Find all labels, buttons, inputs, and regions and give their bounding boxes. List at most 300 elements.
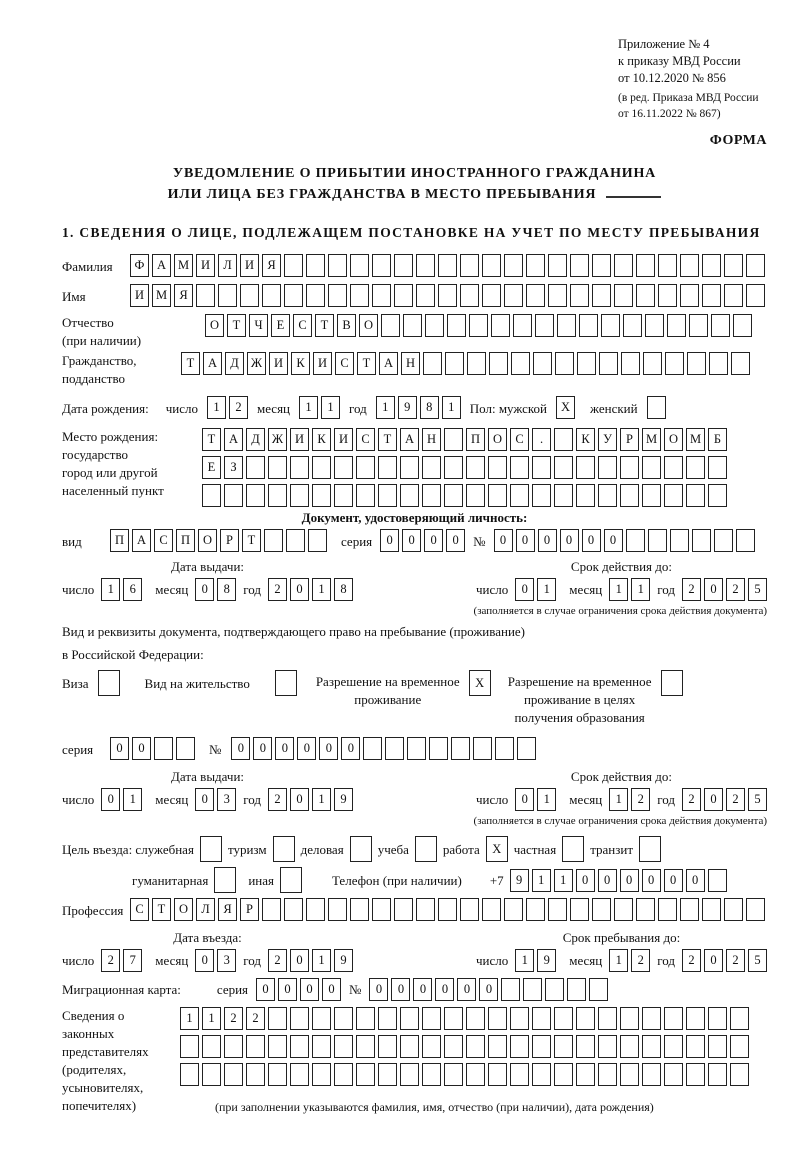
visa-label: Виза: [62, 676, 89, 691]
char-box: Т: [378, 428, 397, 451]
patronymic-boxes: [205, 314, 752, 337]
char-box: [416, 254, 435, 277]
header-amendment-line: (в ред. Приказа МВД России: [618, 92, 759, 104]
char-box: [246, 1063, 265, 1086]
char-box: [262, 284, 281, 307]
char-box: [731, 352, 750, 375]
char-box: [180, 1063, 199, 1086]
char-box: [214, 867, 236, 893]
phone-prefix: +7: [489, 873, 504, 888]
char-box: [746, 284, 765, 307]
char-box: [328, 898, 347, 921]
birth-place-row: [62, 428, 767, 507]
sex-female-checkbox: [647, 396, 666, 419]
char-box: [491, 314, 510, 337]
char-box: [488, 1063, 507, 1086]
char-box: 0: [516, 529, 535, 552]
char-box: [469, 314, 488, 337]
char-box: С: [335, 352, 354, 375]
char-box: [589, 978, 608, 1001]
purpose-tourism-label: туризм: [227, 842, 267, 857]
char-box: [202, 1035, 221, 1058]
char-box: 0: [391, 978, 410, 1001]
char-box: [423, 352, 442, 375]
char-box: 0: [341, 737, 360, 760]
char-box: [517, 737, 536, 760]
char-box: А: [132, 529, 151, 552]
char-box: К: [291, 352, 310, 375]
char-box: [422, 484, 441, 507]
char-box: [664, 1035, 683, 1058]
char-box: [466, 1063, 485, 1086]
birth-date-label: Дата рождения:: [62, 401, 149, 416]
residence-doc-line2: в Российской Федерации:: [62, 647, 204, 662]
char-box: [290, 456, 309, 479]
char-box: [438, 254, 457, 277]
char-box: [363, 737, 382, 760]
char-box: [415, 836, 437, 862]
char-box: [268, 484, 287, 507]
char-box: 0: [322, 978, 341, 1001]
purpose-study-checkbox: [415, 836, 437, 862]
char-box: Т: [357, 352, 376, 375]
char-box: Ж: [247, 352, 266, 375]
char-box: [290, 1007, 309, 1030]
char-box: 0: [402, 529, 421, 552]
char-box: [467, 352, 486, 375]
char-box: [680, 254, 699, 277]
purpose-official-label: Цель въезда: служебная: [62, 842, 194, 857]
char-box: [746, 898, 765, 921]
representatives-note: (при заполнении указываются фамилия, имя, отчество (при наличии), дата рождения): [215, 1100, 654, 1114]
doc-issue-day-label: число: [62, 582, 95, 597]
char-box: [708, 1007, 727, 1030]
char-box: [636, 898, 655, 921]
char-box: 0: [664, 869, 683, 892]
char-box: 0: [560, 529, 579, 552]
char-box: [460, 898, 479, 921]
permit-valid-day-boxes: [515, 788, 556, 811]
char-box: [394, 284, 413, 307]
char-box: 2: [246, 1007, 265, 1030]
doc-number-label: №: [473, 534, 486, 549]
char-box: [482, 898, 501, 921]
char-box: 1: [207, 396, 226, 419]
char-box: [598, 484, 617, 507]
char-box: А: [203, 352, 222, 375]
char-box: [667, 314, 686, 337]
char-box: 0: [582, 529, 601, 552]
doc-dates-row: [62, 559, 767, 618]
char-box: [665, 352, 684, 375]
char-box: [444, 1063, 463, 1086]
char-box: 1: [202, 1007, 221, 1030]
permit-series-boxes: [110, 737, 195, 760]
char-box: [532, 456, 551, 479]
char-box: 8: [217, 578, 236, 601]
char-box: [642, 1007, 661, 1030]
char-box: [350, 254, 369, 277]
char-box: X: [556, 396, 575, 419]
char-box: [661, 670, 683, 696]
permit-dates-row: [62, 769, 767, 828]
char-box: [262, 898, 281, 921]
doc-valid-month-label: месяц: [569, 582, 603, 597]
char-box: [548, 898, 567, 921]
char-box: Т: [227, 314, 246, 337]
header-line: к приказу МВД России: [618, 54, 741, 68]
char-box: [372, 898, 391, 921]
char-box: У: [598, 428, 617, 451]
char-box: [570, 254, 589, 277]
char-box: [312, 1063, 331, 1086]
char-box: 5: [748, 949, 767, 972]
char-box: [312, 1035, 331, 1058]
char-box: 1: [609, 788, 628, 811]
char-box: 0: [686, 869, 705, 892]
representatives-boxes-row3: [180, 1063, 749, 1086]
char-box: Т: [202, 428, 221, 451]
char-box: [708, 1063, 727, 1086]
char-box: С: [510, 428, 529, 451]
char-box: О: [488, 428, 507, 451]
char-box: [334, 484, 353, 507]
form-label: ФОРМА: [709, 133, 767, 148]
char-box: [381, 314, 400, 337]
char-box: 0: [538, 529, 557, 552]
residence-doc-options: [62, 670, 767, 727]
char-box: [664, 484, 683, 507]
char-box: Д: [246, 428, 265, 451]
representatives-boxes-row1: [180, 1007, 749, 1030]
char-box: [730, 1063, 749, 1086]
char-box: 1: [532, 869, 551, 892]
char-box: А: [224, 428, 243, 451]
rvp-label: Разрешение на временное проживание: [315, 674, 460, 707]
char-box: [614, 284, 633, 307]
char-box: [648, 529, 667, 552]
doc-issue-month-boxes: [195, 578, 236, 601]
char-box: [416, 898, 435, 921]
char-box: [724, 254, 743, 277]
char-box: [445, 352, 464, 375]
char-box: Я: [218, 898, 237, 921]
char-box: 0: [290, 578, 309, 601]
char-box: [400, 484, 419, 507]
char-box: 2: [726, 788, 745, 811]
char-box: [576, 1063, 595, 1086]
char-box: 2: [682, 578, 701, 601]
char-box: [620, 1035, 639, 1058]
permit-issue-month-boxes: [195, 788, 236, 811]
char-box: [658, 284, 677, 307]
doc-issue-day-boxes: [101, 578, 142, 601]
header-line: от 10.12.2020 № 856: [618, 71, 726, 85]
doc-issue-heading: Дата выдачи:: [171, 559, 245, 574]
char-box: [714, 529, 733, 552]
char-box: [592, 284, 611, 307]
char-box: .: [532, 428, 551, 451]
char-box: И: [196, 254, 215, 277]
purpose-transit-checkbox: [639, 836, 661, 862]
entry-date-group: [62, 930, 353, 973]
char-box: [466, 484, 485, 507]
char-box: [554, 484, 573, 507]
char-box: [176, 737, 195, 760]
name-row: [62, 284, 767, 309]
char-box: 2: [631, 788, 650, 811]
rvp-education-label: Разрешение на временное проживание в целях получения образования: [507, 674, 652, 725]
char-box: [444, 484, 463, 507]
residence-permit-checkbox: [275, 670, 297, 696]
entry-day-label: число: [62, 953, 95, 968]
purpose-study-label: учеба: [377, 842, 409, 857]
char-box: [664, 1007, 683, 1030]
char-box: [224, 484, 243, 507]
char-box: М: [152, 284, 171, 307]
char-box: 9: [398, 396, 417, 419]
char-box: [328, 254, 347, 277]
char-box: [601, 314, 620, 337]
permit-issue-day-label: число: [62, 792, 95, 807]
doc-series-label: серия: [341, 534, 373, 549]
char-box: [488, 1035, 507, 1058]
form-title: [62, 163, 767, 205]
doc-issue-group: [62, 559, 353, 618]
char-box: 2: [268, 788, 287, 811]
char-box: [394, 898, 413, 921]
char-box: [372, 254, 391, 277]
char-box: [702, 898, 721, 921]
citizenship-label: Гражданство, подданство: [62, 353, 137, 386]
char-box: Р: [220, 529, 239, 552]
doc-valid-group: [473, 559, 767, 618]
rvp-checkbox: [469, 670, 491, 696]
char-box: [438, 284, 457, 307]
char-box: [562, 836, 584, 862]
char-box: 9: [510, 869, 529, 892]
char-box: [385, 737, 404, 760]
char-box: [557, 314, 576, 337]
sex-male-checkbox: [556, 396, 575, 419]
title-blank-underline: [606, 196, 661, 198]
char-box: 2: [268, 949, 287, 972]
permit-valid-month-label: месяц: [569, 792, 603, 807]
char-box: [394, 254, 413, 277]
entry-year-boxes: [268, 949, 353, 972]
char-box: С: [154, 529, 173, 552]
char-box: [378, 484, 397, 507]
permit-valid-heading: Срок действия до:: [570, 769, 673, 784]
header-requisites: [618, 36, 767, 122]
char-box: [636, 254, 655, 277]
char-box: 0: [380, 529, 399, 552]
char-box: [306, 898, 325, 921]
char-box: 0: [195, 788, 214, 811]
char-box: Я: [174, 284, 193, 307]
char-box: [526, 254, 545, 277]
char-box: Р: [620, 428, 639, 451]
char-box: Т: [181, 352, 200, 375]
char-box: [576, 456, 595, 479]
char-box: [416, 284, 435, 307]
citizenship-boxes: [181, 352, 750, 375]
doc-valid-day-boxes: [515, 578, 556, 601]
char-box: [513, 314, 532, 337]
char-box: [460, 284, 479, 307]
char-box: 1: [631, 578, 650, 601]
char-box: 0: [290, 788, 309, 811]
name-label: Имя: [62, 289, 86, 304]
char-box: А: [379, 352, 398, 375]
doc-issue-year-boxes: [268, 578, 353, 601]
char-box: [273, 836, 295, 862]
char-box: 0: [275, 737, 294, 760]
char-box: [532, 484, 551, 507]
permit-series-row: [62, 737, 767, 762]
permit-issue-day-boxes: [101, 788, 142, 811]
char-box: 0: [195, 578, 214, 601]
char-box: [400, 1007, 419, 1030]
char-box: 3: [217, 949, 236, 972]
migration-number-boxes: [369, 978, 608, 1001]
char-box: [642, 1063, 661, 1086]
char-box: [510, 484, 529, 507]
char-box: [692, 529, 711, 552]
char-box: [224, 1035, 243, 1058]
char-box: [334, 1063, 353, 1086]
char-box: 1: [101, 578, 120, 601]
purpose-official-checkbox: [200, 836, 222, 862]
char-box: [532, 1007, 551, 1030]
birth-month-label: месяц: [256, 401, 291, 416]
char-box: [523, 978, 542, 1001]
char-box: [709, 352, 728, 375]
char-box: Е: [271, 314, 290, 337]
char-box: Я: [262, 254, 281, 277]
permit-valid-day-label: число: [475, 792, 509, 807]
char-box: [686, 1035, 705, 1058]
char-box: [268, 456, 287, 479]
migration-number-label: №: [349, 981, 362, 997]
stay-until-group: [476, 930, 767, 973]
char-box: 1: [123, 788, 142, 811]
char-box: [460, 254, 479, 277]
char-box: Н: [401, 352, 420, 375]
char-box: [224, 1063, 243, 1086]
char-box: 0: [598, 869, 617, 892]
char-box: [724, 284, 743, 307]
char-box: [312, 456, 331, 479]
char-box: 1: [515, 949, 534, 972]
stay-year-label: год: [657, 953, 675, 968]
char-box: X: [469, 670, 491, 696]
char-box: [647, 396, 666, 419]
char-box: Н: [422, 428, 441, 451]
char-box: [598, 1063, 617, 1086]
char-box: [510, 456, 529, 479]
char-box: Р: [240, 898, 259, 921]
char-box: [598, 1007, 617, 1030]
stay-month-boxes: [609, 949, 650, 972]
char-box: 0: [704, 578, 723, 601]
char-box: Л: [218, 254, 237, 277]
char-box: 0: [195, 949, 214, 972]
char-box: [202, 484, 221, 507]
char-box: [658, 254, 677, 277]
char-box: [350, 836, 372, 862]
doc-number-boxes: [494, 529, 755, 552]
permit-valid-month-boxes: [609, 788, 650, 811]
char-box: 0: [369, 978, 388, 1001]
migration-card-row: [62, 978, 767, 1001]
birth-place-boxes-row1: [202, 428, 727, 451]
char-box: [680, 898, 699, 921]
char-box: 9: [334, 788, 353, 811]
char-box: 1: [312, 788, 331, 811]
char-box: 1: [321, 396, 340, 419]
section1-heading: 1. СВЕДЕНИЯ О ЛИЦЕ, ПОДЛЕЖАЩЕМ ПОСТАНОВКЕ НА УЧЕТ ПО МЕСТУ ПРЕБЫВАНИЯ: [62, 225, 761, 240]
header-line: Приложение № 4: [618, 37, 710, 51]
char-box: О: [174, 898, 193, 921]
permit-issue-heading: Дата выдачи:: [171, 769, 245, 784]
char-box: А: [400, 428, 419, 451]
doc-valid-year-label: год: [657, 582, 675, 597]
char-box: [642, 1035, 661, 1058]
char-box: [620, 484, 639, 507]
char-box: М: [642, 428, 661, 451]
char-box: [708, 484, 727, 507]
char-box: 5: [748, 578, 767, 601]
char-box: [570, 898, 589, 921]
char-box: [501, 978, 520, 1001]
char-box: [422, 456, 441, 479]
char-box: Т: [315, 314, 334, 337]
char-box: [598, 1035, 617, 1058]
char-box: И: [313, 352, 332, 375]
char-box: [306, 254, 325, 277]
purpose-business-checkbox: [350, 836, 372, 862]
char-box: П: [466, 428, 485, 451]
permit-valid-group: [473, 769, 767, 828]
char-box: [280, 867, 302, 893]
char-box: 0: [110, 737, 129, 760]
entry-dates-row: [62, 930, 767, 973]
char-box: О: [359, 314, 378, 337]
char-box: 0: [435, 978, 454, 1001]
char-box: [268, 1035, 287, 1058]
char-box: [614, 898, 633, 921]
char-box: К: [312, 428, 331, 451]
char-box: 8: [334, 578, 353, 601]
permit-issue-year-boxes: [268, 788, 353, 811]
header-amendment-line: от 16.11.2022 № 867): [618, 108, 721, 120]
identity-doc-heading: Документ, удостоверяющий личность:: [301, 510, 528, 525]
sex-male-label: Пол: мужской: [469, 401, 548, 416]
char-box: 0: [494, 529, 513, 552]
doc-type-boxes: [110, 529, 327, 552]
char-box: 1: [376, 396, 395, 419]
birth-month-boxes: [299, 396, 340, 419]
char-box: [733, 314, 752, 337]
char-box: [429, 737, 448, 760]
char-box: [350, 284, 369, 307]
char-box: И: [269, 352, 288, 375]
char-box: [548, 284, 567, 307]
char-box: [400, 1035, 419, 1058]
char-box: [312, 1007, 331, 1030]
char-box: 0: [319, 737, 338, 760]
